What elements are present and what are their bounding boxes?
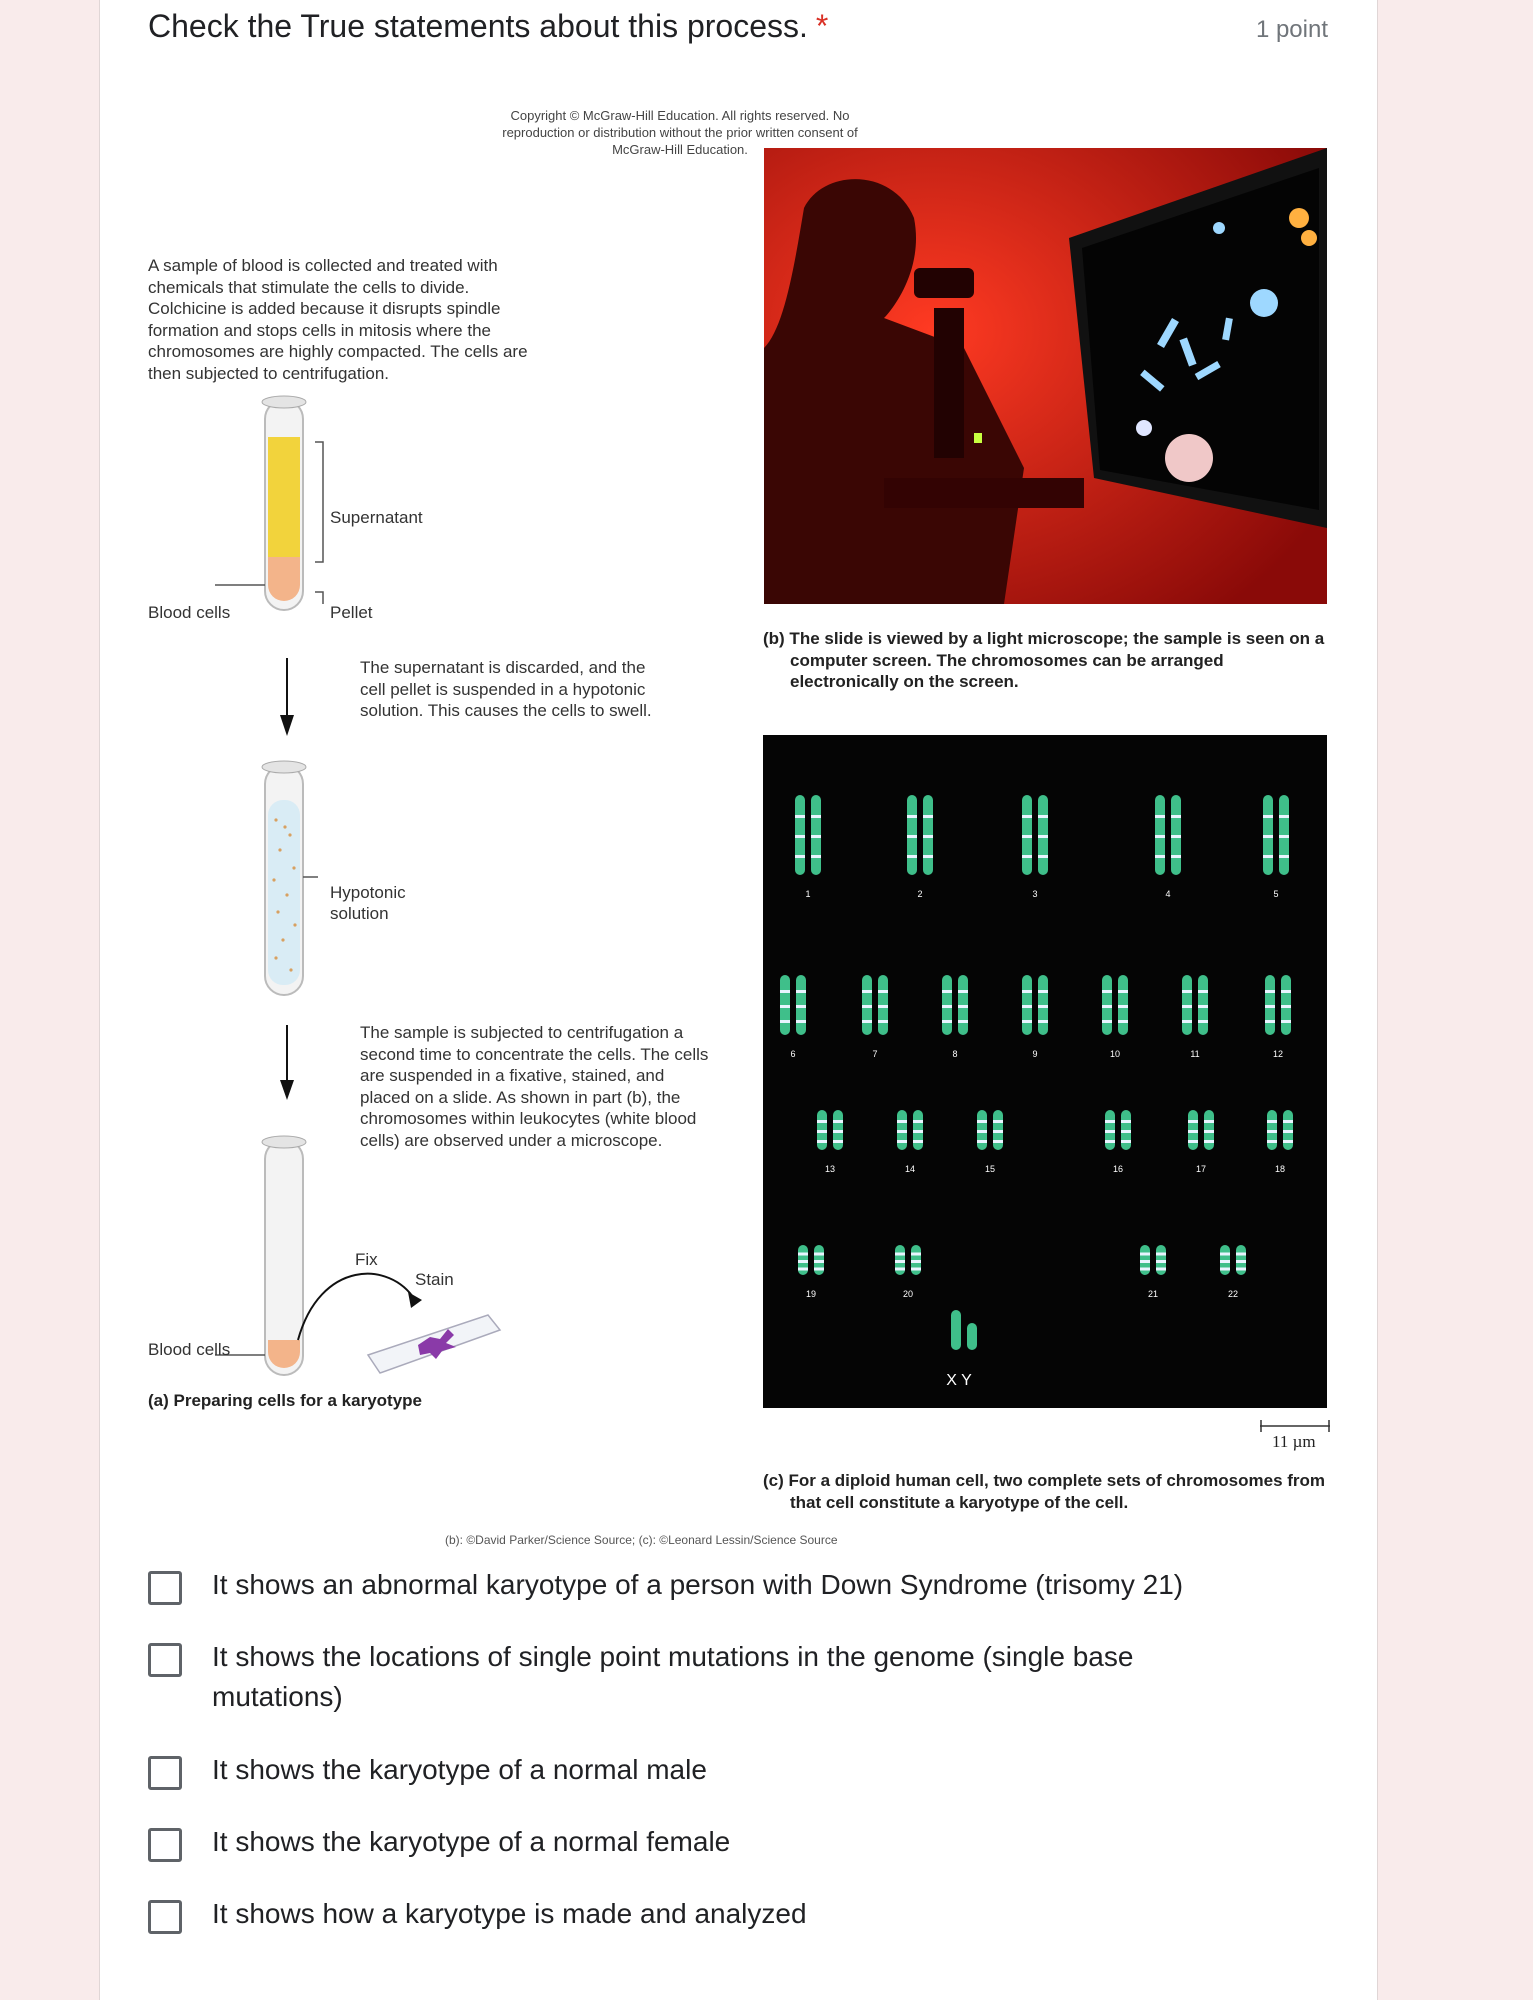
chromosome-number: 14 [904,1164,916,1174]
chromosome-pair [1102,975,1128,1035]
test-tube-2 [262,761,318,995]
option-how-made[interactable] [148,1894,1212,1934]
label-supernatant: Supernatant [330,508,423,527]
chromosome-pair [907,795,933,875]
intro-text: A sample of blood is collected and treated with chemicals that stimulate the cells to divide. Colchicine is added because it disrupts spindle formation and stops cells in mitosis where the chromosomes are highly compacted. The cells are then subjected to centrifugation. [148,256,528,383]
caption-a: (a) Preparing cells for a karyotype [148,1391,422,1410]
chromosome-pair [1105,1110,1131,1150]
microscope-slide [368,1315,500,1373]
chromosome-number: 16 [1112,1164,1124,1174]
scale-label: 11 µm [1272,1432,1316,1451]
chromosome-pair [798,1245,824,1275]
chromosome-pair [1140,1245,1166,1275]
checkbox[interactable] [148,1828,182,1862]
option-label: It shows the karyotype of a normal male [212,1754,707,1785]
chromosome-number: 1 [805,889,811,899]
chromosome-pair [897,1110,923,1150]
step2-text: The supernatant is discarded, and the cell pellet is suspended in a hypotonic solution. This causes the cells to swell. [360,658,652,720]
chromosome-number: 20 [902,1289,914,1299]
sex-chromosomes [951,1310,977,1350]
chromosome-pair [780,975,806,1035]
option-normal-male[interactable] [148,1750,1212,1790]
option-label: It shows the locations of single point mutations in the genome (single base mutations) [212,1641,1134,1712]
option-down-syndrome[interactable] [148,1565,1212,1605]
chromosome-pair [862,975,888,1035]
chromosome-number: 19 [805,1289,817,1299]
copyright-notice: Copyright © McGraw-Hill Education. All rights reserved. No reproduction or distribution without the prior written consent of McGraw-Hill Education. [502,108,858,157]
test-tube-3 [215,1136,422,1375]
image-credit: (b): ©David Parker/Science Source; (c): ©Leonard Lessin/Science Source [445,1533,838,1547]
label-fix: Fix [355,1250,378,1269]
chromosome-number: 2 [917,889,923,899]
chromosome-pair [1022,975,1048,1035]
label-pellet: Pellet [330,603,373,622]
caption-b: (b) The slide is viewed by a light microscope; the sample is seen on a computer screen. The chromosomes can be arranged electronically on the screen. [763,629,1325,691]
label-stain: Stain [415,1270,454,1289]
chromosome-number: 22 [1227,1289,1239,1299]
chromosome-pair [942,975,968,1035]
chromosome-number: 13 [824,1164,836,1174]
microscope-photo [764,148,1327,604]
scale-bar [1260,1420,1330,1432]
option-label: It shows an abnormal karyotype of a person with Down Syndrome (trisomy 21) [212,1569,1184,1600]
checkbox[interactable] [148,1756,182,1790]
chromosome-pair [1265,975,1291,1035]
chromosome-number: 7 [872,1049,878,1059]
question-title: Check the True statements about this process. * [148,8,829,44]
chromosome-number: 21 [1147,1289,1159,1299]
chromosome-pair [817,1110,843,1150]
option-label: It shows the karyotype of a normal female [212,1826,731,1857]
chromosome-pair [1182,975,1208,1035]
points-label: 1 point [1255,16,1328,43]
chromosome-pair [1022,795,1048,875]
chromosome-number: 17 [1195,1164,1207,1174]
chromosome-pair [895,1245,921,1275]
caption-c: (c) For a diploid human cell, two complete sets of chromosomes from that cell constitute a karyotype of the cell. [763,1471,1326,1512]
chromosome-number: 6 [790,1049,796,1059]
label-blood-cells-1: Blood cells [148,603,231,622]
option-label: It shows how a karyotype is made and analyzed [212,1898,807,1929]
chromosome-pair [1155,795,1181,875]
step3-text: The sample is subjected to centrifugation a second time to concentrate the cells. The cells are suspended in a fixative, stained, and placed on a slide. As shown in part (b), the chromosomes within leukocytes (white blood cells) are observed under a microscope. [360,1023,709,1150]
karyotype-figure [140,100,1340,1555]
chromosome-pair [1188,1110,1214,1150]
xy-label: X Y [946,1372,972,1389]
chromosome-number: 10 [1109,1049,1121,1059]
chromosome-number: 9 [1032,1049,1038,1059]
test-tube-1 [215,396,323,610]
chromosome-pair [1220,1245,1246,1275]
checkbox[interactable] [148,1643,182,1677]
label-blood-cells-2: Blood cells [148,1340,231,1359]
chromosome-number: 12 [1272,1049,1284,1059]
chromosome-number: 18 [1274,1164,1286,1174]
chromosome-number: 5 [1273,889,1279,899]
checkbox[interactable] [148,1571,182,1605]
label-hypotonic: Hypotonic solution [330,883,406,923]
chromosome-pair [977,1110,1003,1150]
option-normal-female[interactable] [148,1822,1212,1862]
chromosome-pair [795,795,821,875]
chromosome-number: 15 [984,1164,996,1174]
karyotype-image [763,735,1327,1408]
chromosome-number: 3 [1032,889,1038,899]
chromosome-number: 11 [1190,1049,1200,1059]
chromosome-pair [1267,1110,1293,1150]
checkbox[interactable] [148,1900,182,1934]
chromosome-number: 8 [952,1049,958,1059]
option-point-mutations[interactable] [148,1637,1192,1717]
chromosome-number: 4 [1165,889,1171,899]
chromosome-pair [1263,795,1289,875]
required-asterisk: * [815,8,829,44]
